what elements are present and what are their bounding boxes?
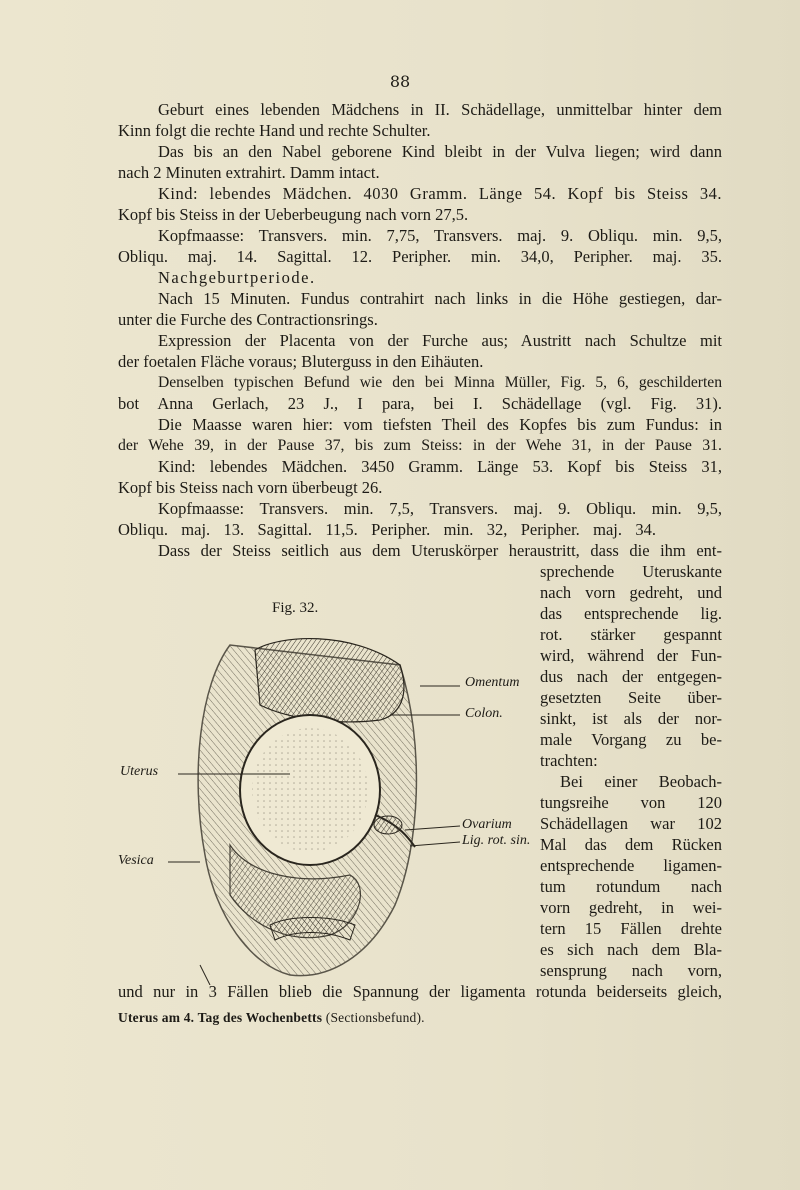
label-omentum: Omentum [465,675,520,690]
text-line: nach 2 Minuten extrahirt. Damm intact. [118,163,380,182]
figure-title: Fig. 32. [272,600,319,616]
side-line: gesetzten Seite über- [540,688,722,707]
side-line: Bei einer Beobach- [560,772,722,791]
side-line: entsprechende ligamen- [540,856,722,875]
text-line: der foetalen Fläche voraus; Bluterguss in den Eihäuten. [118,352,484,371]
text-line: Das bis an den Nabel geborene Kind bleibt in der Vulva liegen; wird dann [158,142,722,161]
label-uterus: Uterus [120,764,159,779]
side-line: sensprung nach vorn, [540,961,722,980]
text-line: Kopfmaasse: Transvers. min. 7,75, Transvers. maj. 9. Obliqu. min. 9,5, [158,226,722,245]
text-line: bot Anna Gerlach, 23 J., I para, bei I. Schädellage (vgl. Fig. 31). [118,394,722,413]
side-line: trachten: [540,751,598,770]
text-line: Nach 15 Minuten. Fundus contrahirt nach links in die Höhe gestiegen, dar- [158,289,722,308]
side-line: male Vorgang zu be- [540,730,722,749]
label-ovarium: Ovarium [462,817,512,832]
side-line: nach vorn gedreht, und [540,583,722,602]
caption-bold: Uterus am 4. Tag des Wochenbetts [118,1010,323,1025]
text-line: Kopfmaasse: Transvers. min. 7,5, Transvers. maj. 9. Obliqu. min. 9,5, [158,499,722,518]
caption-rest: (Sectionsbefund). [325,1010,425,1025]
side-line: wird, während der Fun- [540,646,722,665]
text-line: Kinn folgt die rechte Hand und rechte Schulter. [118,121,431,140]
side-line: sprechende Uteruskante [540,562,722,581]
side-line: vorn gedreht, in wei- [540,898,722,917]
text-line: Die Maasse waren hier: vom tiefsten Theil des Kopfes bis zum Fundus: in [158,415,722,434]
side-line: Schädellagen war 102 [540,814,722,833]
text-line: Obliqu. maj. 14. Sagittal. 12. Peripher. min. 34,0, Peripher. maj. 35. [118,247,722,266]
text-line: der Wehe 39, in der Pause 37, bis zum Steiss: in der Wehe 31, in der Pause 31. [118,437,722,454]
side-line: rot. stärker gespannt [540,625,722,644]
side-line: das entsprechende lig. [540,604,722,623]
page-number: 88 [389,72,411,91]
side-line: tungsreihe von 120 [540,793,722,812]
side-line: es sich nach dem Bla- [540,940,722,959]
text-line: Expression der Placenta von der Furche aus; Austritt nach Schultze mit [158,331,722,350]
side-line: sinkt, ist als der nor- [540,709,722,728]
label-lig-rot-sin: Lig. rot. sin. [462,833,531,848]
label-colon: Colon. [465,706,503,721]
text-line: Obliqu. maj. 13. Sagittal. 11,5. Peripher. min. 32, Peripher. maj. 34. [118,520,656,539]
section-heading: Nachgeburtperiode. [158,268,316,287]
label-vesica: Vesica [118,853,154,868]
text-line: Geburt eines lebenden Mädchens in II. Schädellage, unmittelbar hinter dem [158,100,722,119]
side-line: dus nach der entgegen- [540,667,722,686]
text-line: unter die Furche des Contractionsrings. [118,310,378,329]
text-line-last: und nur in 3 Fällen blieb die Spannung der ligamenta rotunda beiderseits gleich, [118,982,722,1001]
text-line: Kind: lebendes Mädchen. 3450 Gramm. Länge 53. Kopf bis Steiss 31, [158,457,722,476]
side-line: Mal das dem Rücken [540,835,722,854]
side-line: tern 15 Fällen drehte [540,919,722,938]
text-line: Denselben typischen Befund wie den bei Minna Müller, Fig. 5, 6, geschilderten [158,374,722,391]
figure-caption [118,1010,425,1026]
side-line: tum rotundum nach [540,877,722,896]
text-line: Dass der Steiss seitlich aus dem Uteruskörper heraustritt, dass die ihm ent- [158,541,722,560]
text-line: Kopf bis Steiss nach vorn überbeugt 26. [118,478,383,497]
text-line: Kind: lebendes Mädchen. 4030 Gramm. Länge 54. Kopf bis Steiss 34. [158,184,722,203]
text-line: Kopf bis Steiss in der Ueberbeugung nach vorn 27,5. [118,205,469,224]
